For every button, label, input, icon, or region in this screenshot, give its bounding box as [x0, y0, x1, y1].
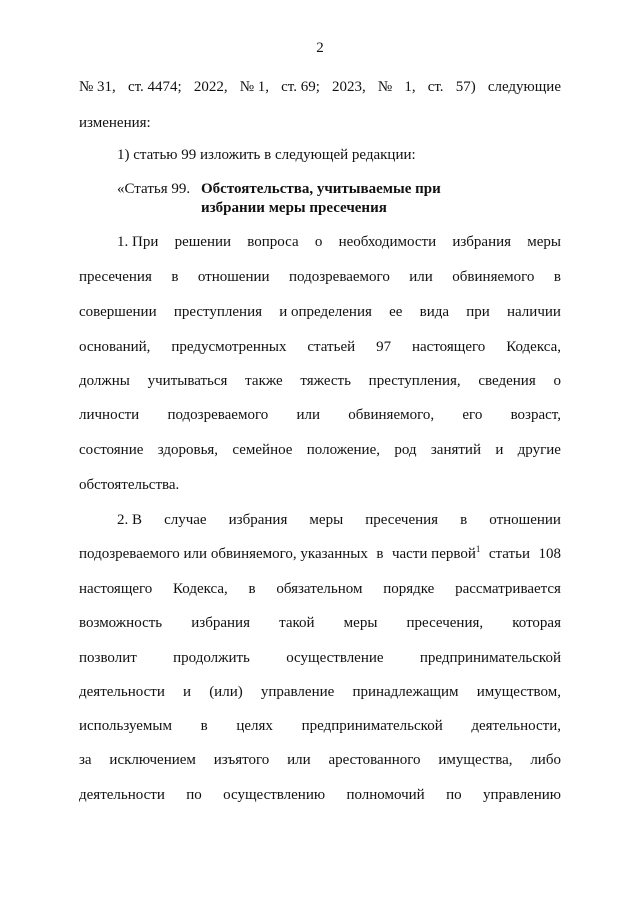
word: избрания	[228, 512, 288, 528]
word: 2023,	[332, 79, 366, 95]
part-reference: части первой	[391, 546, 476, 562]
text-line	[117, 233, 561, 251]
text-line	[117, 146, 561, 164]
word: изменения:	[79, 115, 151, 131]
word: № 1,	[239, 79, 270, 95]
word: полномочий	[346, 787, 425, 803]
word: вида	[419, 304, 450, 320]
word: (или)	[209, 684, 243, 700]
word: в	[460, 512, 468, 528]
word: 2. В	[117, 512, 143, 528]
word: пресечения,	[406, 615, 484, 631]
word: вопроса	[247, 234, 299, 250]
word: имущества,	[438, 752, 513, 768]
text-line	[79, 717, 561, 735]
word: изъятого	[213, 752, 270, 768]
word: предусмотренных	[171, 339, 287, 355]
text-line	[79, 580, 561, 598]
word: возраст,	[510, 407, 561, 423]
word: предпринимательской	[419, 650, 561, 666]
word: или	[296, 407, 321, 423]
word: пресечения	[365, 512, 439, 528]
text-line-with-footnote	[79, 545, 561, 563]
word: по	[186, 787, 202, 803]
word: о	[553, 373, 561, 389]
word: семейное	[232, 442, 293, 458]
word: учитываться	[147, 373, 228, 389]
word: 57)	[455, 79, 476, 95]
word: обязательном	[276, 581, 363, 597]
word: наличии	[506, 304, 561, 320]
word: арестованного	[328, 752, 421, 768]
word: деятельности	[79, 787, 165, 803]
text-line	[117, 511, 561, 529]
text-line	[79, 406, 561, 424]
word: 1) статью 99 изложить в следующей редакции:	[117, 147, 416, 163]
word: другие	[517, 442, 561, 458]
word: положение,	[306, 442, 380, 458]
word: такой	[279, 615, 315, 631]
page-number: 2	[316, 40, 324, 56]
text-fragment: статьи	[488, 546, 530, 562]
text-line	[79, 751, 561, 769]
text-line	[79, 786, 561, 804]
word: Кодекса,	[506, 339, 561, 355]
word: меры	[527, 234, 561, 250]
article-title: Обстоятельства, учитываемые при избрании меры пресечения	[201, 181, 441, 216]
word: или	[287, 752, 311, 768]
word: пресечения	[79, 269, 152, 285]
word: должны	[79, 373, 130, 389]
word: его	[462, 407, 483, 423]
footnote-superscript: 1	[475, 544, 481, 554]
text-line	[79, 649, 561, 667]
word: деятельности,	[471, 718, 561, 734]
word: деятельности	[79, 684, 165, 700]
article-heading	[117, 180, 491, 218]
word: подозреваемого	[167, 407, 269, 423]
text-fragment: в	[376, 546, 384, 562]
word: за	[79, 752, 92, 768]
word: статьей	[307, 339, 356, 355]
word: 2022,	[193, 79, 228, 95]
word: целях	[236, 718, 273, 734]
text-line	[79, 78, 561, 96]
word: состояние	[79, 442, 144, 458]
word: или	[409, 269, 433, 285]
text-fragment	[392, 545, 480, 563]
word: принадлежащим	[352, 684, 459, 700]
word: 97	[376, 339, 392, 355]
word: меры	[343, 615, 378, 631]
word: исключением	[109, 752, 196, 768]
word: меры	[309, 512, 344, 528]
word: осуществление	[286, 650, 384, 666]
text-fragment: 108	[538, 546, 561, 562]
word: в	[553, 269, 561, 285]
word: в	[248, 581, 256, 597]
word: по	[446, 787, 462, 803]
word: избрания	[191, 615, 250, 631]
word: позволит	[79, 650, 137, 666]
word: имуществом,	[476, 684, 561, 700]
word: используемым	[79, 718, 172, 734]
word: занятий	[430, 442, 481, 458]
word: и определения	[279, 304, 372, 320]
word: в	[200, 718, 208, 734]
word: и	[183, 684, 192, 700]
word: избрания	[452, 234, 512, 250]
word: о	[314, 234, 323, 250]
word: рассматривается	[455, 581, 561, 597]
word: № 31,	[79, 79, 116, 95]
word: при	[466, 304, 490, 320]
word: сведения	[478, 373, 536, 389]
word: случае	[164, 512, 207, 528]
word: преступления	[173, 304, 263, 320]
word: №	[377, 79, 393, 95]
word: настоящего	[411, 339, 486, 355]
word: осуществлению	[223, 787, 326, 803]
word: здоровья,	[157, 442, 219, 458]
word: отношении	[489, 512, 561, 528]
text-line	[79, 268, 561, 286]
word: отношении	[197, 269, 270, 285]
word: ст. 4474;	[127, 79, 182, 95]
word: преступления,	[368, 373, 461, 389]
word: 1. При	[117, 234, 159, 250]
word: в	[171, 269, 179, 285]
word: личности	[79, 407, 140, 423]
word: обстоятельства.	[79, 477, 180, 493]
article-label: «Статья 99.	[117, 181, 191, 197]
word: ст.	[427, 79, 444, 95]
word: также	[245, 373, 283, 389]
word: управление	[260, 684, 335, 700]
text-fragment: подозреваемого или обвиняемого, указанных	[79, 546, 368, 562]
word: следующие	[487, 79, 561, 95]
word: и	[495, 442, 504, 458]
word: обвиняемого	[452, 269, 535, 285]
text-line	[79, 683, 561, 701]
text-line	[79, 303, 561, 321]
word: продолжить	[173, 650, 250, 666]
word: оснований,	[79, 339, 151, 355]
word: 1,	[404, 79, 416, 95]
text-line	[79, 476, 561, 494]
word: ее	[389, 304, 403, 320]
word: Кодекса,	[173, 581, 228, 597]
word: возможность	[79, 615, 163, 631]
text-line	[79, 338, 561, 356]
word: предпринимательской	[301, 718, 443, 734]
text-line	[79, 114, 561, 132]
text-line	[79, 614, 561, 632]
word: ст. 69;	[281, 79, 320, 95]
word: настоящего	[79, 581, 153, 597]
word: либо	[530, 752, 561, 768]
text-line	[79, 441, 561, 459]
word: род	[394, 442, 417, 458]
word: решении	[174, 234, 232, 250]
word: управлению	[483, 787, 561, 803]
word: тяжесть	[300, 373, 351, 389]
word: подозреваемого	[289, 269, 390, 285]
word: порядке	[383, 581, 435, 597]
word: совершении	[79, 304, 157, 320]
word: обвиняемого,	[348, 407, 435, 423]
word: необходимости	[338, 234, 437, 250]
text-line	[79, 372, 561, 390]
word: которая	[512, 615, 561, 631]
